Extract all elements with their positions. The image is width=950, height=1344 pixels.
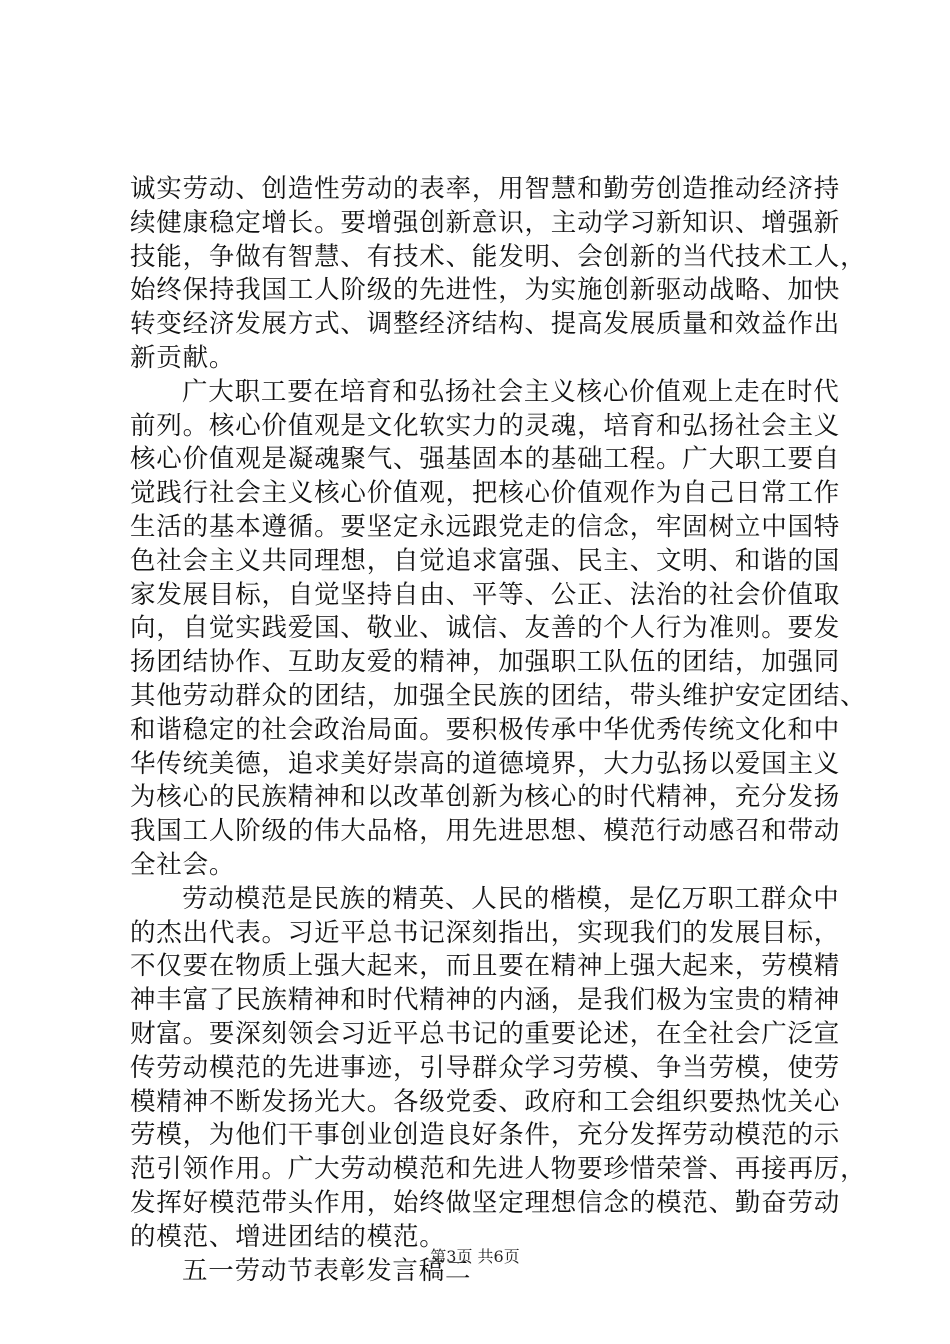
page-indicator: 第3页 共6页 bbox=[430, 1247, 520, 1266]
text-line: 诚实劳动、创造性劳动的表率，用智慧和勤劳创造推动经济持 bbox=[130, 174, 841, 204]
text-line: 和谐稳定的社会政治局面。要积极传承中华优秀传统文化和中 bbox=[130, 714, 841, 745]
text-line: 色社会主义共同理想，自觉追求富强、民主、文明、和谐的国 bbox=[130, 545, 841, 576]
text-line: 的模范、增进团结的模范。 bbox=[130, 1221, 446, 1252]
text-line: 核心价值观是凝魂聚气、强基固本的基础工程。广大职工要自 bbox=[130, 444, 841, 475]
text-line: 新贡献。 bbox=[130, 342, 236, 373]
text-line: 华传统美德，追求美好崇高的道德境界，大力弘扬以爱国主义 bbox=[130, 748, 841, 779]
text-line: 范引领作用。广大劳动模范和先进人物要珍惜荣誉、再接再厉， bbox=[130, 1154, 867, 1185]
paragraph bbox=[130, 173, 867, 376]
text-line: 扬团结协作、互助友爱的精神，加强职工队伍的团结，加强同 bbox=[130, 647, 841, 678]
text-line: 为核心的民族精神和以改革创新为核心的时代精神，充分发扬 bbox=[130, 782, 841, 813]
text-line: 前列。核心价值观是文化软实力的灵魂，培育和弘扬社会主义 bbox=[130, 410, 841, 441]
text-line: 技能，争做有智慧、有技术、能发明、会创新的当代技术工人， bbox=[130, 241, 867, 272]
text-line: 传劳动模范的先进事迹，引导群众学习劳模、争当劳模，使劳 bbox=[130, 1052, 841, 1083]
text-line: 觉践行社会主义核心价值观，把核心价值观作为自己日常工作 bbox=[130, 478, 841, 509]
text-line: 五一劳动节表彰发言稿二 bbox=[182, 1255, 472, 1286]
text-line: 续健康稳定增长。要增强创新意识，主动学习新知识、增强新 bbox=[130, 207, 841, 238]
text-line: 财富。要深刻领会习近平总书记的重要论述，在全社会广泛宣 bbox=[130, 1018, 841, 1049]
text-line: 全社会。 bbox=[130, 849, 236, 880]
text-line: 转变经济发展方式、调整经济结构、提高发展质量和效益作出 bbox=[130, 309, 841, 340]
document-body bbox=[130, 173, 867, 1288]
text-line: 神丰富了民族精神和时代精神的内涵，是我们极为宝贵的精神 bbox=[130, 985, 841, 1016]
text-line: 家发展目标，自觉坚持自由、平等、公正、法治的社会价值取 bbox=[130, 579, 841, 610]
text-line: 生活的基本遵循。要坚定永远跟党走的信念，牢固树立中国特 bbox=[130, 511, 841, 542]
text-line: 向，自觉实践爱国、敬业、诚信、友善的个人行为准则。要发 bbox=[130, 613, 841, 644]
text-line: 不仅要在物质上强大起来，而且要在精神上强大起来，劳模精 bbox=[130, 951, 841, 982]
text-line: 我国工人阶级的伟大品格，用先进思想、模范行动感召和带动 bbox=[130, 816, 841, 847]
text-line: 劳模，为他们干事创业创造良好条件，充分发挥劳动模范的示 bbox=[130, 1120, 841, 1151]
text-line: 广大职工要在培育和弘扬社会主义核心价值观上走在时代 bbox=[182, 376, 840, 407]
page-footer bbox=[0, 1244, 950, 1267]
text-line: 始终保持我国工人阶级的先进性，为实施创新驱动战略、加快 bbox=[130, 275, 841, 306]
text-line: 其他劳动群众的团结，加强全民族的团结，带头维护安定团结、 bbox=[130, 680, 867, 711]
text-line: 发挥好模范带头作用，始终做坚定理想信念的模范、勤奋劳动 bbox=[130, 1187, 841, 1218]
paragraph bbox=[130, 376, 867, 883]
text-line: 劳动模范是民族的精英、人民的楷模，是亿万职工群众中 bbox=[182, 883, 840, 914]
text-line: 模精神不断发扬光大。各级党委、政府和工会组织要热忱关心 bbox=[130, 1086, 841, 1117]
text-line: 的杰出代表。习近平总书记深刻指出，实现我们的发展目标， bbox=[130, 917, 841, 948]
paragraph bbox=[130, 883, 867, 1255]
